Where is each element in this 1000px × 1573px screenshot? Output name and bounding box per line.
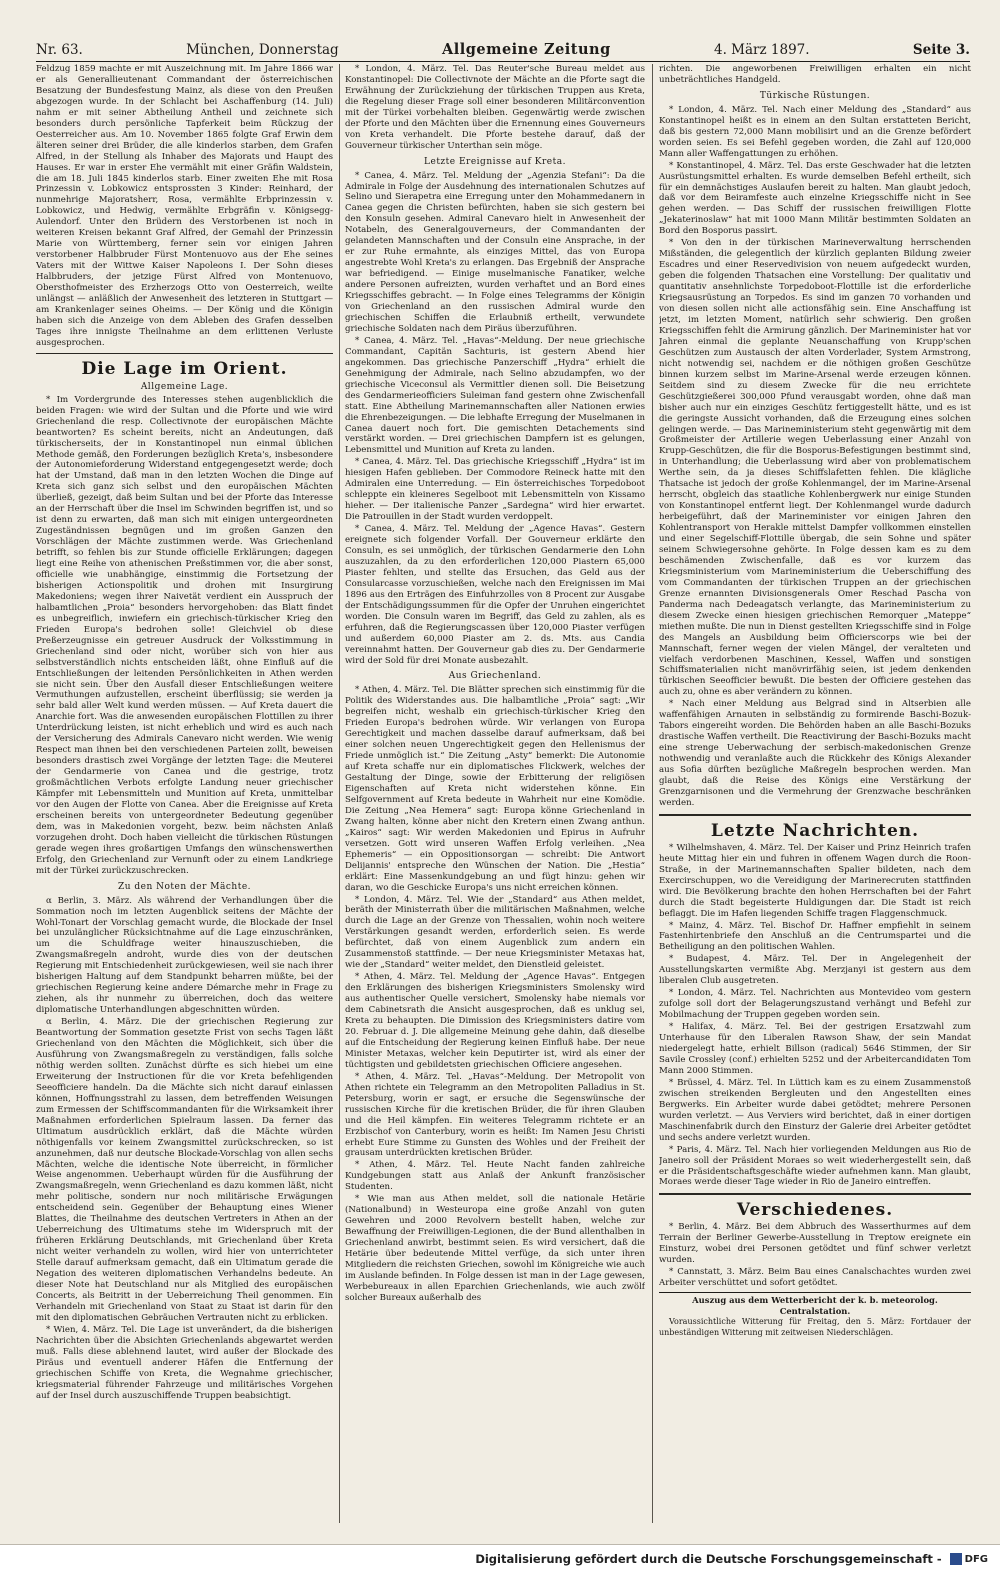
article-paragraph: * Athen, 4. März. Tel. Die Blätter sprechen sich einstimmig für die Politik des Widerstandes aus. Die halbamtliche „Proia“ sagt: „Wir begreifen nicht, weshalb ein griechisch-türkischer Krieg den Frieden Europa's bedrohen würde. Wir verlangen von Europa Gerechtigkeit und machen dasselbe darauf aufmerksam, daß bei einer solchen neuen Ungerechtigkeit gegen den Hellenismus der Friede unmöglich ist.“ Die Zeitung „Asty“ bemerkt: Die Autonomie auf Kreta schaffe nur ein diplomatisches Flickwerk, welches der Gestaltung der Dinge, sowie der Erbitterung der religiösen Eigenschaften auf Kreta nicht widerstehen könne. Ein Selfgovernment auf Kreta bedeute in Wahrheit nur eine Komödie. Die Zeitung „Nea Hemera“ sagt: Europa könne Griechenland in Zwang halten, könne aber nicht den Kretern einen Zwang anthun. „Kairos“ sagt: Wir werden Makedonien und Epirus in Aufruhr versetzen. Gott wird unseren Waffen Erfolg verleihen. „Nea Ephemeris“ — ein Oppositionsorgan — schreibt: Die Antwort Delijannis' entspreche den Wünschen der Nation. Die „Hestia“ erklärt: Eine Massenkundgebung an und fügt hinzu: gehen wir daran, wo die Geschicke Europa's uns nicht erreichen können.	[345, 685, 645, 893]
weather-heading: Auszug aus dem Wetterbericht der k. b. meteorolog. Centralstation.	[692, 1295, 938, 1317]
article-paragraph: * Nach einer Meldung aus Belgrad sind in Altserbien alle waffenfähigen Arnauten in selbständig zu formirende Baschi-Bozuk-Tabors eingereiht worden. Die Behörden haben an alle Baschi-Bozuks drastische Waffen vertheilt. Die Reactivirung der Baschi-Bozuks macht eine strenge Ueberwachung der serbisch-makedonischen Grenze nothwendig und veranlaßte auch die Rückkehr des Königs Alexander aus Sofia dürften bezügliche Maßregeln besprochen werden. Man glaubt, daß die Reise des Königs eine Verstärkung der Grenzgarnisonen und die Vermehrung der Grenzwache beschränken werden.	[659, 699, 971, 808]
article-paragraph: * Mainz, 4. März. Tel. Bischof Dr. Haffner empfiehlt in seinem Fastenhirtenbriefe den Anschluß an die Centrumspartei und die Betheiligung an den politischen Wahlen.	[659, 920, 971, 953]
subsection-heading: Letzte Ereignisse auf Kreta.	[424, 156, 566, 167]
footer-text: Digitalisierung gefördert durch die Deutsche Forschungsgemeinschaft -	[475, 1552, 942, 1566]
article-paragraph: * Berlin, 4. März. Bei dem Abbruch des Wasserthurmes auf dem Terrain der Berliner Gewerbe-Ausstellung in Treptow ereignete ein Einsturz, wobei drei Personen getödtet und fünf schwer verletzt wurden.	[659, 1222, 971, 1266]
column-1	[36, 64, 333, 1523]
dfg-logo-text: DFG	[964, 1553, 988, 1565]
article-paragraph: * Von den in der türkischen Marineverwaltung herrschenden Mißständen, die gelegentlich der kürzlich geplanten Bildung zweier Escadres und einer Reservedivision von neuem aufgedeckt wurden, geben die folgenden Thatsachen eine Vorstellung: Der qualitativ und quantitativ ansehnlichste Torpedoboot-Flottille ist die erforderliche Kriegsausrüstung an Torpedos. Es sind im ganzen 70 vorhanden und von diesen sollen nicht alle actionsfähig sein. Eine Anschaffung ist jetzt, im letzten Moment, natürlich sehr schwierig. Den großen Kriegsschiffen fehlt die Armirung gänzlich. Der Marineminister hat vor Jahren einmal die geplante Neuanschaffung von Krupp'schen Geschützen zum Austausch der alten Vorderlader, System Armstrong, nicht notwendig sei, nachdem er die nöthigen großen Geschütze binnen kurzem selbst im Marine-Arsenal werde erzeugen können. Seitdem sind zu diesem Zwecke für die neu errichtete Geschützgießerei 300,000 Pfund verausgabt worden, ohne daß man bisher auch nur ein einziges Geschütz fertiggestellt hätte, und es ist die geringste Aussicht vorhanden, daß die Erzeugung eines solchen gelingen werde. — Das Marineministerium steht gegenwärtig mit dem Großmeister der Artillerie wegen Ueberlassung einer Anzahl von Krupp-Geschützen, die für die Bosporus-Befestigungen bestimmt sind, in Unterhandlung; die Ueberlassung wird aber von problematischem Werthe sein, da ja dieses Schiffslafetten fehlen. Die klägliche Thatsache ist jedoch der große Kohlenmangel, der im Marine-Arsenal herrscht, obgleich das staatliche Kohlenbergwerk nur einige Stunden von Konstantinopel entfernt liegt. Der Kohlenmangel wurde dadurch herbeigeführt, daß der Marineminister vor einigen Jahren den Kohlentransport von Herakle mittelst Dampfer vollkommen einstellen und einer Segelschiff-Flottille übergab, die sein Sohne und später seinem Schwiegersohne gehörte. In Folge dessen kam es zu dem beschämenden Zwischenfalle, daß es vor kurzem das Kriegsministerium vom Marineministerium die Ueberschiffung des vom Commandanten der türkischen Truppen an der griechischen Grenze ernannten Divisionsgenerals Omer Reschad Pascha von Panderma nach Dedeagatsch verlangte, das Marineministerium zu diesem Zwecke einen hiesigen griechischen Remorquer „Mateppe“ miethen mußte. Die nun in Dienst gestellten Kriegsschiffe sind in Folge des Mangels an Ausbildung beim Officierscorps wie bei der Mannschaft, ferner wegen der vielen Mängel, der veralteten und vielfach verdorbenen Maschinen, Kessel, Waffen und sonstigen Schiffsmaterialien nicht manövrirfähig seien, ist jedem denkenden türkischen Seeofficier bewußt. Die besten der Officiere gestehen das auch zu, ohne es aber verändern zu können.	[659, 238, 971, 698]
article-paragraph: * Athen, 4. März. Tel. Meldung der „Agence Havas“. Entgegen den Erklärungen des bisherigen Kriegsministers Smolensky wird aus authentischer Quelle versichert, Smolensky habe niemals vor dem Cabinetsrath die Ansicht ausgesprochen, daß es unklug sei, Kreta zu behaupten. Die Dimission des Kriegsministers datire vom 20. Februar d. J. Die allgemeine Meinung gehe dahin, daß dieselbe auf die Entscheidung der Regierung keinen Einfluß habe. Der neue Minister Metaxas, welcher kein Deputirter ist, wird als einer der tüchtigsten und gebildetsten griechischen Officiere angesehen.	[345, 972, 645, 1070]
issue-number: Nr. 63.	[36, 42, 83, 58]
article-paragraph: * Paris, 4. März. Tel. Nach hier vorliegenden Meldungen aus Rio de Janeiro soll der Präsident Moraes so weit wiederhergestellt sein, daß er die Präsidentschaftsgeschäfte wieder aufnehmen kann. Man glaubt, Moraes werde dieser Tage wieder in Rio de Janeiro eintreffen.	[659, 1144, 971, 1188]
article-paragraph: * Halifax, 4. März. Tel. Bei der gestrigen Ersatzwahl zum Unterhause für den Liberalen Rawson Shaw, der sein Mandat niedergelegt hatte, erhielt Billson (radical) 5646 Stimmen, der Sir Savile Crossley (conf.) erhielten 5252 und der Arbeitercandidaten Tom Mann 2000 Stimmen.	[659, 1022, 971, 1076]
subsection-heading: Allgemeine Lage.	[140, 381, 229, 392]
article-paragraph: * Im Vordergrunde des Interesses stehen augenblicklich die beiden Fragen: wie wird der Sultan und die Pforte und wie wird Griechenland die resp. Collectivnote der europäischen Mächte beantworten? Es scheint bereits, nicht an Andeutungen, daß türkischerseits, der in Konstantinopel nun einmal üblichen Methode gemäß, den Forderungen bezüglich Kreta's, insbesondere der Autonomieforderung Widerstand entgegengesetzt werde; doch hat der Umstand, daß man in den letzten Wochen die Dinge auf Kreta sich ganz sich selbst und den europäischen Mächten überließ, gezeigt, daß beim Sultan und bei der Pforte das Interesse an der Herrschaft über die Insel im Schwinden begriffen ist, und so ist denn zu erwarten, daß man sich mit einigen untergeordneten Zugeständnissen begnügen und im großen Ganzen den Vorschlägen der Mächte zustimmen werde. Was Griechenland betrifft, so fehlen bis zur Stunde officielle Erklärungen; dagegen liegt eine Reihe von athenischen Preßstimmen vor, die aber sonst, officielle wie unabhängige, einstimmig die Fortsetzung der bisherigen Actionspolitik und drohen mit Insurgirung Makedoniens; wegen ihrer Naivetät verdient ein Ausspruch der halbamtlichen „Proia“ besonders hervorgehoben: das Blatt findet es unbegreiflich, inwiefern ein griechisch-türkischer Krieg den Frieden Europa's bedrohen solle! Gleichviel ob diese Preßerzeugnisse ein getreuer Ausdruck der Volksstimmung in Griechenland sind oder nicht, worüber sich von hier aus selbstverständlich nichts entscheiden läßt, ohne Einfluß auf die Entschließungen der leitenden Persönlichkeiten in Athen werden sie nicht sein. Über den Ausfall dieser Entschließungen weitere Vermuthungen aufzustellen, erscheint überflüssig; sie werden ja sehr bald aller Welt kund werden müssen. — Auf Kreta dauert die Anarchie fort. Was die anwesenden europäischen Flottillen zu ihrer Unterdrückung leisten, ist nicht erheblich und wird es auch nach der Versicherung des Admirals Canevaro nicht werden. Wie wenig Respect man ihnen bei den verschiedenen Parteien zollt, beweisen besonders drastisch zwei Vorgänge der letzten Tage: die Meuterei der Gendarmerie von Canea und die gestrige, trotz großmächtlichen Verbots erfolgte Landung neuer griechischer Kämpfer mit Lebensmitteln und Munition auf Kreta, unmittelbar vor den Augen der Flotte von Canea. Aber die Ereignisse auf Kreta erscheinen bereits von untergeordneter Bedeutung gegenüber dem, was in Makedonien vorgeht, bezw. beim nächsten Anlaß vorzugehen droht. Doch haben vielleicht die türkischen Rüstungen gerade wegen ihres großartigen Umfangs den wünschenswerthen Erfolg, den Griechenland zur Vernunft oder zu einem Landkriege mit der Türkei zurückzuschrecken.	[36, 394, 333, 876]
article-paragraph: * Wien, 4. März. Tel. Die Lage ist unverändert, da die bisherigen Nachrichten über die Absichten Griechenlands abgewartet werden muß. Falls diese ablehnend lautet, wird außer der Blockade des Piräus und eventuell anderer Häfen die Entfernung der griechischen Schiffe von Kreta, die Wegnahme griechischer, kriegsmaterial führender Fahrzeuge und militärisches Vorgehen auf der Insel durch auszuschiffende Truppen beabsichtigt.	[36, 1324, 333, 1401]
article-paragraph: * Cannstatt, 3. März. Beim Bau eines Canalschachtes wurden zwei Arbeiter verschüttet und sofort getödtet.	[659, 1267, 971, 1289]
article-paragraph: α Berlin, 4. März. Die der griechischen Regierung zur Beantwortung der Sommation gesetzte Frist von sechs Tagen läßt Griechenland von den Mächten die Möglichkeit, sich über die Ausführung von Zwangsmaßregeln zu verständigen, falls solche nöthig werden sollten. Zunächst dürfte es sich hiebei um eine Erweiterung der Instructionen für die vor Kreta befehligenden Seeofficiere handeln. Da die Mächte sich nicht darauf einlassen können, Hoffnungsstrahl zu lassen, dem betreffenden Weisungen zum Ermessen der Schiffscommandanten für die Wirksamkeit ihrer Maßnahmen erforderlichen Spielraum lassen. Da ferner das Ultimatum ausdrücklich erklärt, daß die Mächte würden nöthigenfalls vor keinem Zwangsmittel zurückschrecken, so ist anzunehmen, daß nur deutsche Blockade-Vorschlag von allen sechs Mächten, welche die identische Note überreicht, in förmlicher Weise angenommen. Ueberhaupt würden für die Ausführung der Zwangsmaßregeln, wenn Griechenland es dazu kommen läßt, nicht mehr politische, sondern nur noch militärische Erwägungen entscheidend sein. Gegenüber der Behauptung eines Wiener Blattes, die Theilnahme des deutschen Vertreters in Athen an der Ueberreichung des Ultimatums stehe im Widerspruch mit der früheren Erklärung Deutschlands, mit Griechenland über Kreta nicht weiter verhandeln zu wollen, wird hier von unterrichteter Stelle darauf aufmerksam gemacht, daß ein Ultimatum gerade die Negation des weiteren diplomatischen Verhandelns bedeute. An dieser Note hat Deutschland nur als Mitglied des europäischen Concerts, als Beitritt in der Ueberreichung Theil genommen. Ein Verhandeln mit Griechenland von Staat zu Staat ist darin für den mit den diplomatischen Gebräuchen Vertrauten nicht zu erblicken.	[36, 1017, 333, 1323]
article-paragraph: * London, 4. März. Tel. Nachrichten aus Montevideo vom gestern zufolge soll dort der Belagerungszustand verhängt und Befehl zur Mobilmachung der Truppen gegeben worden sein.	[659, 988, 971, 1021]
article-paragraph: * Wilhelmshaven, 4. März. Tel. Der Kaiser und Prinz Heinrich trafen heute Mittag hier ein und fuhren in offenem Wagen durch die Roon-Straße, in der Marinemannschaften Spalier bildeten, nach dem Exercirschuppen, wo die Vereidigung der Marinerecruten stattfinden wird. Die Bevölkerung brachte den hohen Herrschaften bei der Fahrt durch die Stadt begeisterte Huldigungen dar. Die Stadt ist reich beflaggt. Die im Hafen liegenden Schiffe tragen Flaggenschmuck.	[659, 842, 971, 919]
article-paragraph: Feldzug 1859 machte er mit Auszeichnung mit. Im Jahre 1866 war er als Generallieutenant Commandant der österreichischen Besatzung der Bundesfestung Mainz, als diese von den Preußen abgezogen wurde. In der Schlacht bei Aschaffenburg (14. Juli) nahm er mit seiner Abtheilung Antheil und zeichnete sich besonders durch persönliche Tapferkeit beim Rückzug der Oesterreicher aus. Am 10. November 1865 folgte Graf Erwin dem älteren seiner drei Brüder, die alle kinderlos starben, dem Grafen Alfred, in der Stellung als Inhaber des Majorats und Haupt des Hauses. Er war in erster Ehe vermählt mit einer Gräfin Waldstein, die am 18. Juli 1845 kinderlos starb. Einer zweiten Ehe mit Rosa Prinzessin v. Lobkowicz entsprossten 3 Kinder: Reinhard, der nunmehrige Majoratsherr, Rosa, vermählte Erbprinzessin v. Lobkowicz, und Hedwig, vermählte Erbgräfin v. Königsegg-Aulendorf. Unter den Brüdern des Verstorbenen ist noch in weiteren Kreisen bekannt Graf Alfred, der Gemahl der Prinzessin Marie von Württemberg, ferner sein vor einigen Jahren verstorbener Halbbruder Fürst Montenuovo aus der Ehe seines Vaters mit der Wittwe Kaiser Napoleons I. Der Sohn dieses Halbbruders, der jetzige Fürst Alfred von Montenuovo, Obersthofmeister des Erzherzogs Otto von Oesterreich, weilte unlängst — anläßlich der Anwesenheit des letzteren in Stuttgart — am Krankenlager seines Oheims. — Der König und die Königin haben sich die Anzeige von dem Ableben des Grafen desselben Tages ihre innigste Theilnahme an dem erlittenen Verluste ausgesprochen.	[36, 64, 333, 348]
column-divider	[339, 64, 340, 1523]
section-heading: Verschiedenes.	[736, 1200, 894, 1221]
issue-date: 4. März 1897.	[714, 42, 810, 58]
article-paragraph: * Canea, 4. März. Tel. „Havas“-Meldung. Der neue griechische Commandant, Capitän Sachturis, ist gestern Abend hier angekommen. Das griechische Panzerschiff „Hydra“ erhielt die Genehmigung der Admirale, nach Selino abzudampfen, wo der griechische Viceconsul als Vermittler dienen soll. Die Beisetzung des Gendarmerieofficiers Suleiman fand gestern ohne Zwischenfall statt. Eine Abtheilung Marinemannschaften aller Nationen erwies die Ehrenbezeigungen. — Die lebhafte Erregung der Muselmanen in Canea dauert noch fort. Die gemischten Detachements sind verstärkt worden. — Drei griechischen Dampfern ist es gelungen, Lebensmittel und Munition auf Kreta zu landen.	[345, 335, 645, 456]
article-paragraph: richten. Die angeworbenen Freiwilligen erhalten ein nicht unbeträchtliches Handgeld.	[659, 64, 971, 85]
newspaper-title: Allgemeine Zeitung	[441, 41, 611, 58]
subsection-heading: Türkische Rüstungen.	[759, 90, 871, 101]
article-paragraph: * Athen, 4. März. Tel. „Havas“-Meldung. Der Metropolit von Athen richtete ein Telegramm an den Metropoliten Palladius in St. Petersburg, worin er sagt, er ersuche die Segenswünsche der russischen Kirche für die kretischen Brüder, die für ihren Glauben und die Heil kämpfen. Ein weiteres Telegramm richtete er an Erzbischof von Canterbury, worin es heißt: Im Namen Jesu Christi erhebt Eure Stimme zu Gunsten des Wohles und der Freiheit der grausam unterdrückten kretischen Brüder.	[345, 1071, 645, 1159]
article-paragraph: * Canea, 4. März. Tel. Meldung der „Agence Havas“. Gestern ereignete sich folgender Vorfall. Der Gouverneur erklärte den Consuln, es sei unmöglich, der türkischen Gendarmerie den Lohn auszuzahlen, da zu den erforderlichen 120,000 Piastern 65,000 Piaster fehlten, und stellte das Ersuchen, das Geld aus der Consularcasse vorzuschießen, welche nach den Ereignissen im Mai 1896 aus den Erträgen des Einfuhrzolles von 8 Procent zur Ausgabe der Entschädigungssummen für die Opfer der Unruhen eingerichtet worden. Die Consuln waren im Begriff, das Geld zu zahlen, als es erfuhren, daß die Regierungscassen über 120,000 Piaster verfügen und außerdem 60,000 Piaster am 2. ds. Mts. aus Candia vereinnahmt hatten. Der Gouverneur gab dies zu. Der Gendarmerie wird der Sold für drei Monate ausbezahlt.	[345, 524, 645, 666]
separator	[36, 353, 333, 354]
article-paragraph: * Brüssel, 4. März. Tel. In Lüttich kam es zu einem Zusammenstoß zwischen streikenden Bergleuten und den Angestellten eines Bergwerks. Ein Arbeiter wurde dabei getödtet; mehrere Personen wurden verletzt. — Aus Verviers wird berichtet, daß in einer dortigen Maschinenfabrik durch den Einsturz der Galerie drei Arbeiter getödtet und sechs andere verletzt wurden.	[659, 1077, 971, 1143]
article-paragraph: * London, 4. März. Tel. Wie der „Standard“ aus Athen meldet, beräth der Ministerrath über die militärischen Maßnahmen, welche durch die Lage an der Grenze von Thessalien, wohin noch weitere Verstärkungen gesandt werden, erforderlich seien. Es werde befürchtet, daß von einem Augenblick zum andern ein Zusammenstoß stattfinde. — Der neue Kriegsminister Metaxas hat, wie der „Standard“ weiter meldet, den Dienstleid geleistet.	[345, 894, 645, 971]
column-3	[659, 64, 971, 1523]
page-number: Seite 3.	[912, 42, 970, 58]
article-paragraph: α Berlin, 3. März. Als während der Verhandlungen über die Sommation noch im letzten Augenblick seitens der Mächte der Wohl-Tonart der Vorschlag gemacht wurde, die Blockade der Insel bei unzulänglicher Rücksichtnahme auf die Lage einzuschränken, um die Schuldfrage weiter hinauszuschieben, die Zwangsmaßregeln androht, wurde dies von der deutschen Regierung mit Entschiedenheit zurückgewiesen, weil sie nach ihrer bisherigen Haltung auf dem Standpunkt beharren müßte, bei der griechischen Regierung keine andere Démarche mehr in Frage zu ziehen, als ihr nunmehr zu überreichen, doch das weitere diplomatische Unterhandlungen abgeschnitten würden.	[36, 895, 333, 1016]
article-paragraph: * Canea, 4. März. Tel. Das griechische Kriegsschiff „Hydra“ ist im hiesigen Hafen geblieben. Der Commodore Reineck hatte mit den Admiralen eine Unterredung. — Ein österreichisches Torpedoboot schleppte ein kleineres Segelboot mit Lebensmitteln von Kissamo hieher. — Der italienische Panzer „Sardegna“ wird hier erwartet. Die Patrouillen in der Stadt wurden verdoppelt.	[345, 457, 645, 523]
article-paragraph: * Wie man aus Athen meldet, soll die nationale Hetärie (Nationalbund) in Westeuropa eine große Anzahl von guten Gewehren und 2000 Revolvern bestellt haben, welche zur Bewaffnung der Freiwilligen-Legionen, die der Bund allenthalben in Griechenland anwirbt, bestimmt seien. Es wird versichert, daß die Hetärie über bedeutende Mittel verfüge, da sich unter ihren Mitgliedern die reichsten Griechen, sowohl im Königreiche wie auch im Auslande befinden. In Folge dessen ist man in der Lage gewesen, Werbebureaux in allen Eparchien Griechenlands, wie auch zwölf solcher Bureaux außerhalb des	[345, 1194, 645, 1303]
article-paragraph: * Canea, 4. März. Tel. Meldung der „Agenzia Stefani“: Da die Admirale in Folge der Ausdehnung des internationalen Schutzes auf Selino und Sierapetra eine Erregung unter den Mohammedanern in Canea gegen die Christen befürchten, haben sie sich gestern bei den Konsuln gesehen. Admiral Canevaro hielt in Anwesenheit der Notabeln, des Generalgouverneurs, der Commandanten der gelandeten Mannschaften und der Consuln eine Ansprache, in der er zur Ruhe ermahnte, als einziges Mittel, das von Europa angestrebte Wohl Kreta's zu erlangen. Das Ergebniß der Ansprache war befriedigend. — Einige muselmanische Fanatiker, welche andere Personen aufreizten, wurden verhaftet und an Bord eines Kriegsschiffes gebracht. — In Folge eines Telegramms der Königin von Griechenland an den russischen Admiral wurde den griechischen Schiffen die Erlaubniß ertheilt, verwundete griechische Soldaten nach dem Piräus überzuführen.	[345, 170, 645, 334]
article-paragraph: * Konstantinopel, 4. März. Tel. Das erste Geschwader hat die letzten Ausrüstungsmittel erhalten. Es wurde demselben Befehl ertheilt, sich für ein demnächstiges Auslaufen bereit zu halten. Man glaubt jedoch, daß vor dem Beiramfeste auch einzelne Kriegsschiffe nicht in See gehen werden. — Das Schiff der russischen freiwilligen Flotte „Jekaterinoslaw“ hat mit 1000 Mann Militär bestimmten Soldaten an Bord den Bosporus passirt.	[659, 160, 971, 237]
article-paragraph: * London, 4. März. Tel. Nach einer Meldung des „Standard“ aus Konstantinopel heißt es in einem an den Sultan erstatteten Bericht, daß bis gestern 72,000 Mann mobilisirt und an die Grenze befördert worden seien. Es sei Befehl gegeben worden, die Zahl auf 120,000 Mann aller Waffengattungen zu erhöhen.	[659, 104, 971, 159]
dfg-square-icon	[950, 1553, 962, 1565]
subsection-heading: Zu den Noten der Mächte.	[117, 881, 252, 892]
section-heading: Letzte Nachrichten.	[710, 820, 920, 841]
column-2	[345, 64, 645, 1523]
place-day: München, Donnerstag	[186, 42, 339, 58]
article-paragraph: * Athen, 4. März. Tel. Heute Nacht fanden zahlreiche Kundgebungen statt aus Anlaß der Ankunft französischer Studenten.	[345, 1160, 645, 1193]
article-paragraph: * Budapest, 4. März. Tel. Der in Angelegenheit der Ausstellungskarten vermißte Abg. Merzjanyi ist gestern aus dem liberalen Club ausgetreten.	[659, 954, 971, 987]
column-divider	[652, 64, 653, 1523]
subsection-heading: Aus Griechenland.	[448, 671, 542, 682]
separator	[659, 1193, 971, 1195]
separator	[659, 814, 971, 816]
dfg-logo-icon[interactable]	[950, 1553, 988, 1565]
article-paragraph: * London, 4. März. Tel. Das Reuter'sche Bureau meldet aus Konstantinopel: Die Collectivnote der Mächte an die Pforte sagt die Erwähnung der Zurückziehung der türkischen Truppen aus Kreta, die Regelung dieser Frage soll einer besonderen Militärconvention mit der Türkei vorbehalten bleiben. Gegenwärtig werde zwischen der Pforte und den Mächten über die Ernennung eines Gouverneurs von Kreta verhandelt. Die Pforte bestehe darauf, daß der Gouverneur türkischer Unterthan sein möge.	[345, 64, 645, 151]
digitization-footer	[0, 1544, 1000, 1573]
weather-text: Voraussichtliche Witterung für Freitag, den 5. März: Fortdauer der unbeständigen Witterung mit zeitweisen Niederschlägen.	[659, 1317, 971, 1337]
weather-report	[659, 1292, 971, 1339]
section-heading: Die Lage im Orient.	[81, 358, 288, 379]
page-header	[36, 38, 970, 62]
